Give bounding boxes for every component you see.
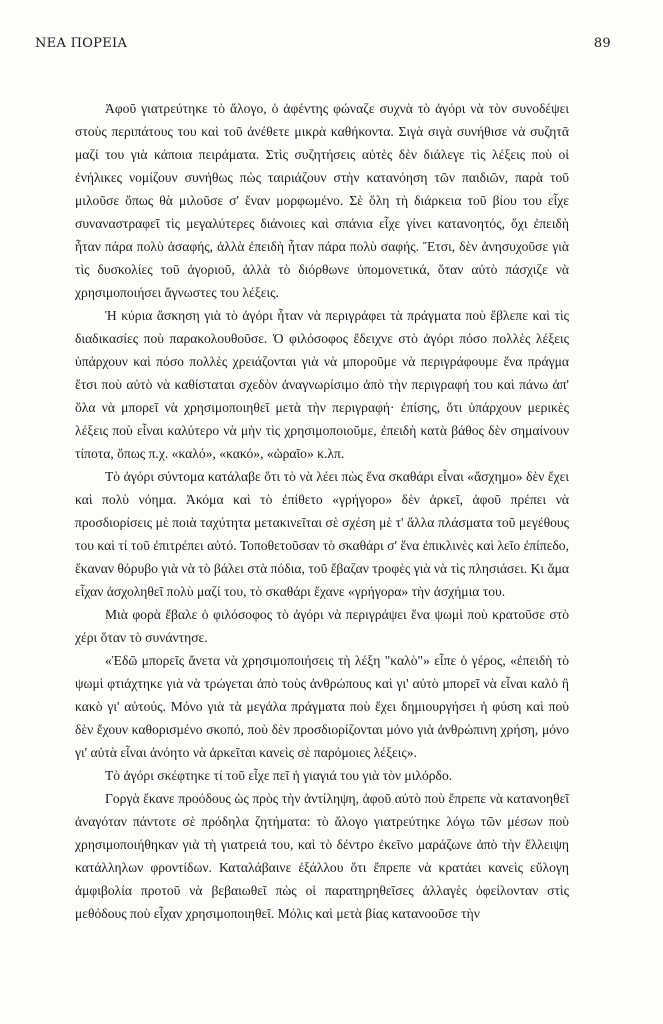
page-number: 89 [593, 36, 611, 51]
running-header [35, 36, 611, 54]
paragraph: Ἀφοῦ γιατρεύτηκε τὸ ἄλογο, ὁ ἀφέντης φώναζε συχνὰ τὸ ἀγόρι νὰ τὸν συνοδέψει στοὺς περιπάτους του καὶ τοῦ ἀνέθετε μικρὰ καθήκοντα. Σιγὰ σιγὰ συνήθισε νὰ συζητᾶ μαζί του γιὰ κάποια πειράματα. Στὶς συζητήσεις αὐτὲς δὲν διάλεγε τὶς λέξεις ποὺ οἱ ἐνήλικες νομίζουν συνήθως πὼς ταιριάζουν στὴν κατανόηση τῶν παιδιῶν, παρὰ τοῦ μιλοῦσε ὅπως θὰ μιλοῦσε σ' ἕναν μορφωμένο. Σὲ ὅλη τὴ διάρκεια τοῦ βίου του εἶχε συναναστραφεῖ τὶς μεγαλύτερες διάνοιες καὶ σπάνια εἶχε γίνει κατανοητός, ὄχι ἐπειδὴ ἦταν πάρα πολὺ ἀσαφής, ἀλλὰ ἐπειδὴ ἦταν πάρα πολὺ σαφής. Ἔτσι, δὲν ἀνησυχοῦσε γιὰ τὶς δυσκολίες τοῦ ἀγοριοῦ, ἀλλὰ τὸ διόρθωνε ὑπομονετικά, ὅταν αὐτὸ πάσχιζε νὰ χρησιμοποιήσει ἄγνωστες του λέξεις. [75, 101, 569, 300]
paragraph: Μιὰ φορὰ ἔβαλε ὁ φιλόσοφος τὸ ἀγόρι νὰ περιγράψει ἕνα ψωμὶ ποὺ κρατοῦσε στὸ χέρι ὅταν τὸ συνάντησε. [75, 607, 569, 645]
paragraph: Γοργὰ ἔκανε προόδους ὡς πρὸς τὴν ἀντίληψη, ἀφοῦ αὐτὸ ποὺ ἔπρεπε νὰ κατανοηθεῖ ἀναγόταν πάντοτε σὲ πρόδηλα ζητήματα: τὸ ἄλογο γιατρεύτηκε λόγω τῶν μέσων ποὺ χρησιμοποιήθηκαν γιὰ τὴ γιατρειά του, καὶ τὸ δέντρο ἐκεῖνο μαράζωνε ἀπὸ τὴν ἔλλειψη κατάλληλων φροντίδων. Καταλάβαινε ἐξάλλου ὅτι ἔπρεπε νὰ κρατάει κανεὶς εὔλογη ἀμφιβολία προτοῦ νὰ βεβαιωθεῖ πὼς οἱ παρατηρηθεῖσες ἀλλαγὲς ὀφείλονταν στὶς μεθόδους ποὺ εἶχαν χρησιμοποιηθεῖ. Μόλις καὶ μετὰ βίας κατανοοῦσε τὴν [75, 791, 569, 921]
running-title: ΝΕΑ ΠΟΡΕΙΑ [35, 36, 128, 51]
paragraph: Τὸ ἀγόρι σύντομα κατάλαβε ὅτι τὸ νὰ λέει πὼς ἕνα σκαθάρι εἶναι «ἄσχημο» δὲν ἔχει καὶ πολὺ νόημα. Ἀκόμα καὶ τὸ ἐπίθετο «γρήγορο» δὲν ἀρκεῖ, ἀφοῦ πρέπει νὰ προσδιορίσεις μὲ ποιὰ ταχύτητα μετακινεῖται σὲ σχέση μὲ τ' ἄλλα πλάσματα τοῦ μεγέθους του καὶ τί τοῦ ἐπιτρέπει αὐτό. Τοποθετοῦσαν τὸ σκαθάρι σ' ἕνα ἐπικλινὲς καὶ λεῖο ἐπίπεδο, ἔκαναν θόρυβο γιὰ νὰ τὸ βάλει στὰ πόδια, τοῦ ἔβαζαν τροφὲς γιὰ νὰ τὶς πλησιάσει. Κι ἅμα εἶχαν ἀσχοληθεῖ πολὺ μαζί του, τὸ σκαθάρι ἔχανε «γρήγορα» τὴν ἀσχήμια του. [75, 469, 569, 599]
paragraph: «Ἐδῶ μπορεῖς ἄνετα νὰ χρησιμοποιήσεις τὴ λέξη "καλὸ"» εἶπε ὁ γέρος, «ἐπειδὴ τὸ ψωμὶ φτιάχτηκε γιὰ νὰ τρώγεται ἀπὸ τοὺς ἀνθρώπους καὶ γι' αὐτὸ μπορεῖ νὰ εἶναι καλὸ ἢ κακὸ γι' αὐτούς. Μόνο γιὰ τὰ μεγάλα πράγματα ποὺ ἔχει δημιουργήσει ἡ φύση καὶ ποὺ δὲν ἔχουν καθορισμένο σκοπό, ποὺ δὲν προσδιορίζονται μόνο γιὰ ἀνθρώπινη χρήση, μόνο γι' αὐτὰ εἶναι ἀνόητο νὰ ἀρκεῖται κανεὶς σὲ παρόμοιες λέξεις». [75, 653, 569, 760]
body-text [75, 97, 569, 925]
paragraph: Ἡ κύρια ἄσκηση γιὰ τὸ ἀγόρι ἦταν νὰ περιγράφει τὰ πράγματα ποὺ ἔβλεπε καὶ τὶς διαδικασίες ποὺ παρακολουθοῦσε. Ὁ φιλόσοφος ἔδειχνε στὸ ἀγόρι πόσο πολλὲς λέξεις ὑπάρχουν καὶ πόσο πολλὲς χρειάζονται γιὰ νὰ μποροῦμε νὰ περιγράφουμε ἕνα πράγμα ἔτσι ποὺ αὐτὸ νὰ καθίσταται σχεδὸν ἀναγνωρίσιμο ἀπὸ τὴν περιγραφή του καὶ πάνω ἀπ' ὅλα νὰ μπορεῖ νὰ χρησιμοποιηθεῖ μετὰ τὴν περιγραφή· ἐπίσης, ὅτι ὑπάρχουν μερικὲς λέξεις ποὺ εἶναι καλύτερο νὰ μὴν τὶς χρησιμοποιοῦμε, ἐπειδὴ κατὰ βάθος δὲν σημαίνουν τίποτα, ὅπως π.χ. «καλό», «κακό», «ὡραῖο» κ.λπ. [75, 308, 569, 461]
paragraph: Τὸ ἀγόρι σκέφτηκε τί τοῦ εἶχε πεῖ ἡ γιαγιά του γιὰ τὸν μιλόρδο. [105, 768, 453, 783]
